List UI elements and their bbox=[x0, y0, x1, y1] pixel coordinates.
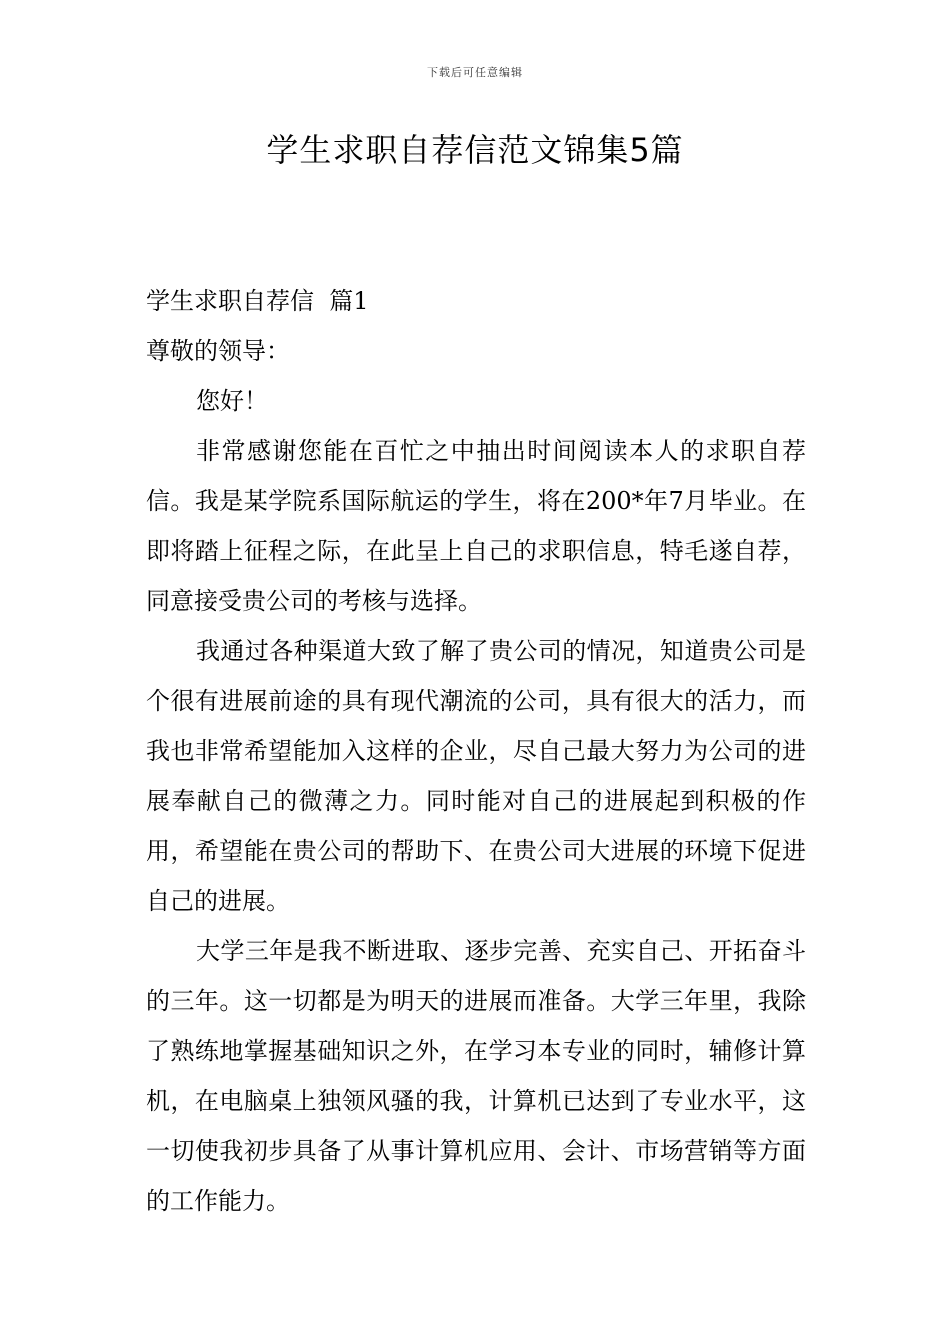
greeting: 您好！ bbox=[196, 387, 268, 415]
paragraph: 我通过各种渠道大致了解了贵公司的情况，知道贵公司是个很有进展前途的具有现代潮流的公司，具有很大的活力，而我也非常希望能加入这样的企业，尽自己最大努力为公司的进展奉献自己的微薄之力。同时能对自己的进展起到积极的作用，希望能在贵公司的帮助下、在贵公司大进展的环境下促进自己的进展。 bbox=[146, 637, 806, 915]
paragraph: 非常感谢您能在百忙之中抽出时间阅读本人的求职自荐信。我是某学院系国际航运的学生，将在200*年7月毕业。在即将踏上征程之际，在此呈上自己的求职信息，特毛遂自荐，同意接受贵公司的考核与选择。 bbox=[146, 437, 806, 615]
paragraph: 大学三年是我不断进取、逐步完善、充实自己、开拓奋斗的三年。这一切都是为明天的进展而准备。大学三年里，我除了熟练地掌握基础知识之外，在学习本专业的同时，辅修计算机，在电脑桌上独领风骚的我，计算机已达到了专业水平，这一切使我初步具备了从事计算机应用、会计、市场营销等方面的工作能力。 bbox=[146, 937, 806, 1215]
document-title: 学生求职自荐信范文锦集5篇 bbox=[266, 131, 684, 169]
section-heading: 学生求职自荐信 篇1 bbox=[146, 287, 369, 315]
letter-body bbox=[146, 276, 806, 1226]
page-header-note: 下载后可任意编辑 bbox=[427, 66, 523, 79]
salutation: 尊敬的领导： bbox=[146, 337, 290, 365]
